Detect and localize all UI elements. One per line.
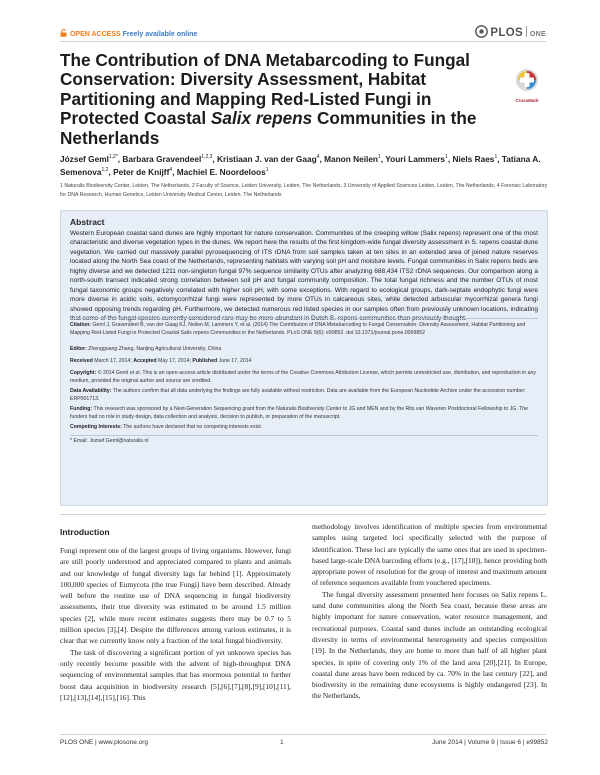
crossmark-icon [515, 68, 539, 92]
metadata-rule [70, 318, 538, 319]
intro-paragraph-2: The task of discovering a significant portion of yet unknown species has only recently become possible with the advent of high-throughput DNA sequencing of environmental samples that has enormous potential to further boost data acquisition in biodiversity research [5],[6],[7],[8],[9],[10],[11],[12],[13],[14],[15],[16]. This [60, 647, 291, 702]
open-label: OPEN [69, 31, 90, 38]
author-list: József Geml$^{1,2*}$, Barbara Gravendeel$^{1,2,3}$, Kristiaan J. van der Gaag$^4$, Manon Neilen$^1$, Youri Lammers$^1$, Niels Raes$^1$, Tatiana A. Semenova$^{1,2}$, Peter de Knijff$^4$, Machiel E. Noordeloos$^1$ [60, 154, 541, 177]
author-name: Peter de Knijff [113, 166, 170, 177]
email-field[interactable]: * Email: Jozsef.Geml@naturalis.nl [70, 438, 149, 444]
author-affiliation-marker: 1 [445, 154, 448, 161]
abstract-box [60, 210, 548, 506]
data-availability-field [70, 388, 538, 403]
footer-rule [60, 734, 546, 735]
body-column-left [60, 545, 291, 703]
open-access-badge [60, 29, 197, 38]
author-name: Youri Lammers [385, 154, 446, 164]
copyright-field [70, 370, 538, 385]
citation-text: Geml J, Gravendeel B, van der Gaag KJ, Neilen M, Lammers Y, et al. (2014) The Contribution of DNA Metabarcoding to Fungal Conservation: Diversity Assessment, Habitat Partitioning and Mapping Red-Listed Fungi in Protected Coastal Salix repens Communities in the Netherlands. PLoS ONE 9(6): e99852. doi:10.1371/journal.pone.0099852 [70, 322, 526, 336]
competing-interests-field [70, 424, 538, 432]
funding-text: This research was sponsored by a Next-Generation Sequencing grant from the Naturalis Biodiversity Center to JG and MEN and by the Rits van Waveren Postdoctoral Fellowship to JG. The funders had no role in study design, data collection and analysis, decision to publish, or preparation of the manuscript. [70, 406, 529, 420]
author-name: Machiel E. Noordeloos [176, 166, 266, 177]
access-label: ACCESS [91, 31, 121, 38]
author-name: Tatiana A. Semenova [60, 154, 541, 177]
freely-available-label: Freely available online [122, 31, 198, 38]
dates-field [70, 358, 538, 366]
accepted-date: May 17, 2014; [158, 358, 191, 364]
funding-label: Funding: [70, 406, 93, 412]
funding-field [70, 406, 538, 421]
footer-issue-info: June 2014 | Volume 9 | Issue 6 | e99852 [431, 739, 548, 746]
intro-paragraph-1: Fungi represent one of the largest groups of living organisms. However, fungi are still poorly understood and appreciated compared to plants and animals and our knowledge of fungal diversity lags far behind [1]. Approximately 100,000 species of Eumycota (the true Fungi) have been described. Already well before the routine use of DNA sequencing in fungal biodiversity assessments, their true diversity was estimated to be around 1.5 million species [2], while more recent estimates suggests there may be 0.7 to 5 million species [3],[4]. Despite the differences among various estimates, it is clear that we currently know only a fraction of the total fungal biodiversity. [60, 546, 291, 646]
intro-paragraph-4: The fungal diversity assessment presented here focuses on Salix repens L. sand dune communities along the North Sea coast, because these areas are highly important for nature conservation, water resource management, and recreational purposes. Coastal sand dunes include an outstanding ecological diversity in terms of environmental heterogeneity and species composition [19]. In the Netherlands, they are home to more than half of all higher plant species, in spite of covering only 1% of the land area [20],[21]. In Europe, coastal dune areas have been reduced by ca. 70% in the last century [22], and biodiversity in the remaining dune ecosystems is highly endangered [23]. In the Netherlands, [312, 589, 547, 701]
article-title [60, 51, 500, 148]
author-affiliation-marker: 1 [378, 154, 381, 161]
author-affiliation-marker: 1,2 [101, 166, 109, 173]
author-name: József Geml [60, 154, 109, 164]
body-column-right [312, 521, 547, 702]
citation-label: Citation: [70, 322, 92, 328]
journal-logo[interactable] [475, 25, 546, 39]
introduction-heading: Introduction [60, 527, 110, 537]
competing-interests-text: The authors have declared that no competing interests exist. [123, 424, 263, 430]
editor-text: Zhengguang Zhang, Nanjing Agricultural University, China [88, 346, 222, 352]
title-part-1: The Contribution of DNA Metabarcoding to Fungal Conservation: Diversity Assessment, Habitat Partitioning and Mapping Red-Listed Fungi in Protected Coastal [60, 50, 470, 129]
author-name: Niels Raes [452, 154, 495, 164]
intro-paragraph-3: methodology involves identification of multiple species from environmental samples using targeted loci specifically selected with the purpose of identification. These loci are typically the same ones that are used in specimen-based large-scale DNA barcoding efforts (e.g., [17],[18]), hence providing both appropriate power of resolution for the group of interest and maximum amount of reference sequences available from vouchered specimens. [312, 522, 547, 588]
received-date: March 17, 2014; [94, 358, 132, 364]
metadata-rule-bottom [70, 435, 538, 436]
author-affiliation-marker: 4 [316, 154, 320, 161]
author-affiliation-marker: 1 [494, 154, 498, 161]
citation-field [70, 322, 538, 337]
section-rule [60, 514, 546, 515]
logo-divider [526, 26, 527, 37]
journal-name: PLOS [490, 27, 523, 39]
editor-field [70, 346, 538, 354]
page-number: 1 [280, 739, 284, 746]
abstract-text: Western European coastal sand dunes are highly important for nature conservation. Communities of the creeping willow (Salix repens) represent one of the most characteristic and diverse vegetation types in the dunes. We report here the results of the first kingdom-wide fungal diversity assessment in S. repens coastal dune vegetation. We carried out massively parallel pyrosequencing of ITS rDNA from soil samples taken at ten sites in an extended area of joined nature reserves located along the North Sea coast of the Netherlands, representing habitats with varying soil pH and moisture levels. Fungal communities in Salix repens beds are highly diverse and we detected 1211 non-singleton fungal 97% sequence similarity OTUs after analyzing 688,434 ITS2 rDNA sequences. Our comparison along a north-south transect indicated strong correlation between soil pH and fungal community composition. The total fungal richness and the number OTUs of most fungal taxonomic groups negatively correlated with higher soil pH, with some exceptions. With regard to ecological groups, dark-septate endophytic fungi were more diverse in acidic soils, ectomycorrhizal fungi were represented by more OTUs in calcareous sites, while detected arbuscular mycorrhizal genera fungi showed opposing trends regarding pH. Furthermore, we detected numerous red listed species in our samples often from previously unknown locations, indicating [70, 230, 538, 313]
accepted-label: Accepted [133, 358, 157, 364]
header-rule [60, 41, 546, 42]
crossmark-label: CrossMark [515, 98, 539, 103]
plos-logo-icon [475, 25, 488, 38]
published-date: June 17, 2014 [218, 358, 252, 364]
published-label: Published [192, 358, 218, 364]
editor-label: Editor: [70, 346, 87, 352]
author-name: Barbara Gravendeel [122, 154, 202, 164]
journal-suffix: ONE [529, 31, 546, 38]
received-label: Received [70, 358, 93, 364]
author-affiliation-marker: 1,2,3 [201, 154, 213, 161]
open-lock-icon [60, 29, 67, 37]
data-availability-label: Data Availability: [70, 388, 112, 394]
competing-interests-label: Competing Interests: [70, 424, 122, 430]
data-availability-text: The authors confirm that all data underlying the findings are fully available without restriction. Data are available from the European Nucleotide Archive under the accession number: ERP001713. [70, 388, 526, 402]
author-affiliation-marker: 1 [265, 166, 269, 173]
author-name: Kristiaan J. van der Gaag [217, 154, 317, 164]
affiliations: 1 Naturalis Biodiversity Center, Leiden, The Netherlands, 2 Faculty of Science, Leiden University, Leiden, The Netherlands, 3 University of Applied Sciences Leiden, Leiden, The Netherlands, 4 Forensic Laboratory for DNA Research, Human Genetics, Leiden University Medical Center, Leiden, The Netherlands [60, 183, 548, 198]
footer-journal-url[interactable]: PLOS ONE | www.plosone.org [60, 739, 149, 746]
crossmark-badge[interactable] [506, 68, 548, 103]
author-name: Manon Neilen [324, 154, 378, 164]
author-affiliation-marker: 1,2* [108, 154, 118, 161]
abstract-heading: Abstract [70, 217, 105, 227]
author-affiliation-marker: 4 [169, 166, 173, 173]
title-part-2: Communities in the Netherlands [60, 108, 477, 148]
copyright-label: Copyright: [70, 370, 97, 376]
copyright-text: © 2014 Geml et al. This is an open-access article distributed under the terms of the Creative Commons Attribution License, which permits unrestricted use, distribution, and reproduction in any medium, provided the original author and source are credited. [70, 370, 536, 384]
title-italic-taxon: Salix repens [210, 108, 313, 129]
